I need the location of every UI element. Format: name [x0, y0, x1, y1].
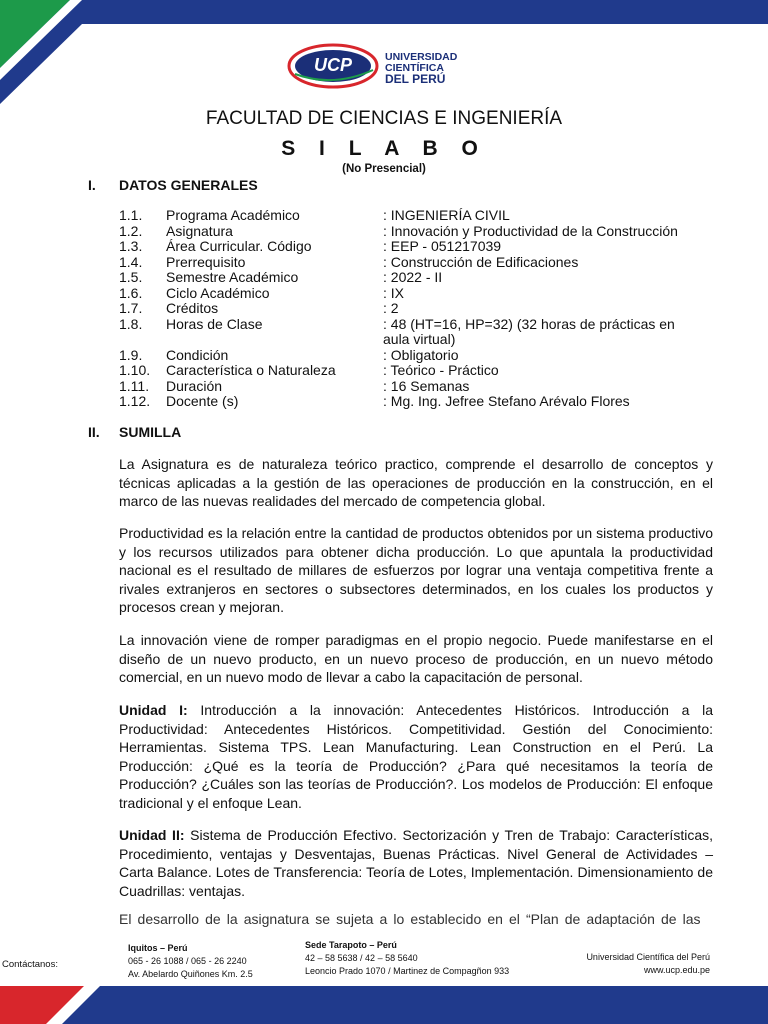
row-label: Condición: [166, 346, 229, 363]
unidad-1-paragraph: [119, 701, 713, 812]
row-label: Ciclo Académico: [166, 284, 270, 301]
university-name: Universidad Científica del Perú: [586, 952, 710, 962]
row-number: 1.12.: [119, 393, 151, 409]
logo-line-1: UNIVERSIDAD: [385, 51, 458, 63]
row-label: Horas de Clase: [166, 315, 263, 332]
row-number: 1.2.: [119, 222, 143, 239]
row-number: 1.4.: [119, 253, 143, 270]
iquitos-address: Av. Abelardo Quiñones Km. 2.5: [128, 969, 253, 979]
row-value: : EEP - 051217039: [383, 238, 502, 254]
contact-label: Contáctanos:: [2, 959, 58, 970]
logo-mark-text: UCP: [313, 55, 352, 75]
faculty-title: FACULTAD DE CIENCIAS E INGENIERÍA: [205, 108, 563, 129]
row-value: : Obligatorio: [383, 346, 459, 363]
row-label: Asignatura: [166, 222, 233, 239]
row-number: 1.1.: [119, 207, 143, 223]
row-label: Créditos: [166, 300, 219, 316]
unidad-2-label: Unidad II:: [119, 827, 185, 843]
footer-tarapoto: [305, 939, 509, 978]
tarapoto-address: Leoncio Prado 1070 / Martinez de Compagñon 933: [305, 966, 510, 976]
university-logo: [287, 42, 467, 90]
row-label: Semestre Académico: [166, 269, 299, 285]
row-value: : Mg. Ing. Jefree Stefano Arévalo Flores: [383, 393, 630, 409]
row-label: Prerrequisito: [166, 253, 246, 270]
row-value: : INGENIERÍA CIVIL: [383, 207, 510, 223]
sumilla-paragraph-3: La innovación viene de romper paradigmas en el propio negocio. Puede manifestarse en el diseño de un nuevo producto, en un nuevo proceso de producción, en un nuevo método comercial, en un nuevo modo de llevar a cabo la capacitación de personal.: [119, 632, 713, 685]
document-title: S I L A B O: [281, 137, 487, 160]
row-value: : 2: [383, 300, 399, 316]
sumilla-paragraph-1: La Asignatura es de naturaleza teórico practico, comprende el desarrollo de conceptos y técnicas aplicadas a la gestión de las operaciones de producción en la construcción, en el marco de las nuevas realidades del mercado de competencia global.: [119, 456, 713, 509]
row-value: : 48 (HT=16, HP=32) (32 horas de prácticas en aula virtual): [383, 315, 675, 347]
unidad-1-text: Introducción a la innovación: Antecedentes Históricos. Introducción a la Productividad: Antecedentes Históricos. Competitividad. Gestión del Conocimiento: Herramientas. Sistema TPS. Lean Manufacturing. Lean Construction en el Perú. La Producción: ¿Qué es la teoría de Producción? ¿Para qué necesitamos la teoría de Producción? ¿Cuáles son las teorías de Producción?. Los modelos de Producción: El enfoque tradicional y el enfoque Lean.: [119, 702, 713, 811]
row-number: 1.6.: [119, 284, 143, 301]
unidad-2-paragraph: [119, 826, 713, 900]
row-number: 1.7.: [119, 300, 143, 316]
row-label: Duración: [166, 377, 223, 394]
university-website[interactable]: www.ucp.edu.pe: [643, 965, 710, 975]
row-value: : 16 Semanas: [383, 377, 470, 394]
logo-line-3: DEL PERÚ: [385, 72, 446, 86]
row-number: 1.8.: [119, 315, 143, 332]
row-value: : 2022 - II: [383, 269, 443, 285]
sumilla-last-line: El desarrollo de la asignatura se sujeta a lo establecido en el “Plan de adaptación de las: [119, 911, 701, 927]
section-2-number: II.: [88, 424, 100, 440]
footer-decoration: [0, 986, 768, 1024]
row-value: : IX: [383, 284, 405, 301]
document-subtitle: (No Presencial): [342, 163, 426, 175]
row-number: 1.5.: [119, 269, 143, 285]
section-1-title: DATOS GENERALES: [119, 177, 258, 193]
row-value: : Construcción de Edificaciones: [383, 253, 579, 270]
row-number: 1.3.: [119, 238, 143, 254]
section-1-number: I.: [88, 177, 96, 193]
row-value: : Innovación y Productividad de la Construcción: [383, 222, 678, 239]
unidad-2-text: Sistema de Producción Efectivo. Sectorización y Tren de Trabajo: Características, Procedimiento, ventajas y Desventajas, Buenas Prácticas. Nivel General de Actividades – Carta Balance. Lotes de Transferencia: Teoría de Lotes, Implementación. Dimensionamiento de Cuadrillas: ventajas.: [119, 827, 713, 899]
row-number: 1.10.: [119, 362, 151, 378]
unidad-1-label: Unidad I:: [119, 702, 188, 718]
logo-line-2: CIENTÍFICA: [385, 62, 444, 74]
row-label: Área Curricular. Código: [166, 238, 312, 254]
row-value: : Teórico - Práctico: [383, 362, 499, 378]
tarapoto-phones: 42 – 58 5638 / 42 – 58 5640: [305, 953, 418, 963]
logo-university-name: [385, 52, 457, 85]
sumilla-paragraph-2: Productividad es la relación entre la cantidad de productos obtenidos por un sistema productivo y los recursos utilizados para obtener dicha producción. Lo que apuntala la productividad nacional es el resultado de millares de esfuerzos por lograr una ventaja competitiva frente a rivales extranjeros en sectores o subsectores determinados, en los cuales los productos y procesos crean y mejoran.: [119, 525, 713, 615]
tarapoto-title: Sede Tarapoto – Perú: [305, 940, 397, 950]
row-label: Docente (s): [166, 393, 239, 409]
row-label: Característica o Naturaleza: [166, 362, 336, 378]
row-number: 1.9.: [119, 346, 143, 363]
section-2-title: SUMILLA: [119, 424, 182, 440]
iquitos-phones: 065 - 26 1088 / 065 - 26 2240: [128, 956, 247, 966]
row-number: 1.11.: [119, 377, 150, 394]
iquitos-title: Iquitos – Perú: [128, 943, 188, 953]
footer-university: [540, 951, 710, 977]
row-label: Programa Académico: [166, 207, 300, 223]
footer-iquitos: [128, 942, 253, 981]
